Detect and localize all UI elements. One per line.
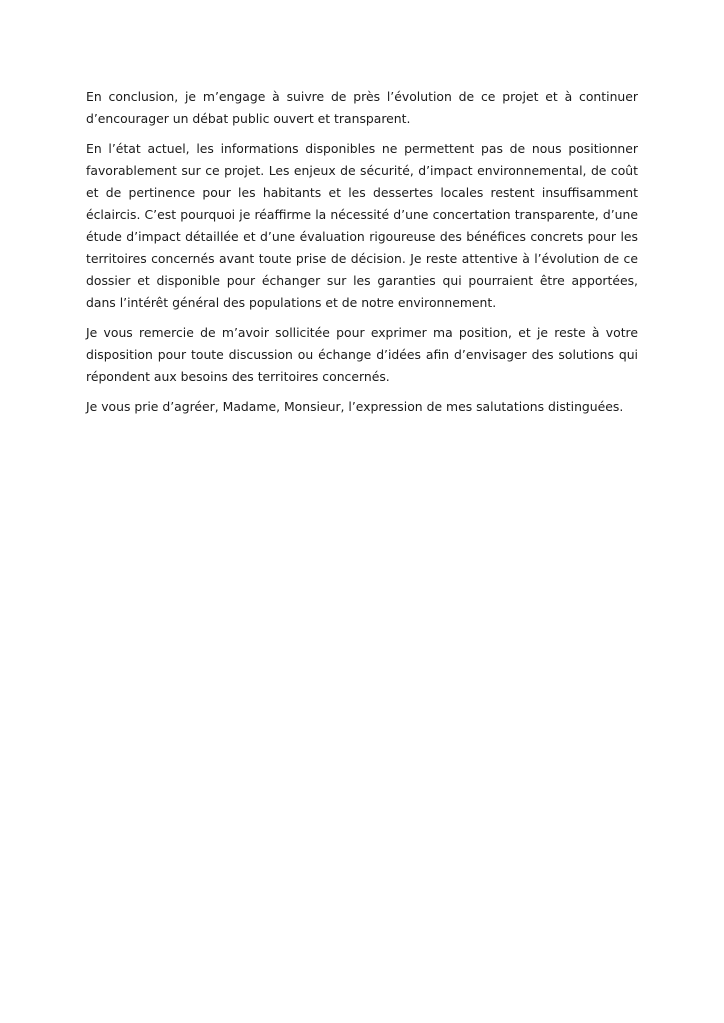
- paragraph-closing-salutation: Je vous prie d’agréer, Madame, Monsieur, l’expression de mes salutations distinguées.: [86, 399, 624, 414]
- paragraph-conclusion: En conclusion, je m’engage à suivre de près l’évolution de ce projet et à continuer d’encourager un débat public ouvert et transparent.: [86, 89, 638, 126]
- paragraph-position: En l’état actuel, les informations disponibles ne permettent pas de nous positionner favorablement sur ce projet. Les enjeux de sécurité, d’impact environnemental, de coût et de pertinence pour les habitants et les dessertes locales restent insuffisamment éclaircis. C’est pourquoi je réaffirme la nécessité d’une concertation transparente, d’une étude d’impact détaillée et d’une évaluation rigoureuse des bénéfices concrets pour les territoires concernés avant toute prise de décision. Je reste attentive à l’évolution de ce dossier et disponible pour échanger sur les garanties qui pourraient être apportées, dans l’intérêt général des populations et de notre environnement.: [86, 141, 638, 310]
- paragraph-thanks: Je vous remercie de m’avoir sollicitée pour exprimer ma position, et je reste à votre disposition pour toute discussion ou échange d’idées afin d’envisager des solutions qui répondent aux besoins des territoires concernés.: [86, 325, 638, 384]
- letter-body: [86, 86, 638, 426]
